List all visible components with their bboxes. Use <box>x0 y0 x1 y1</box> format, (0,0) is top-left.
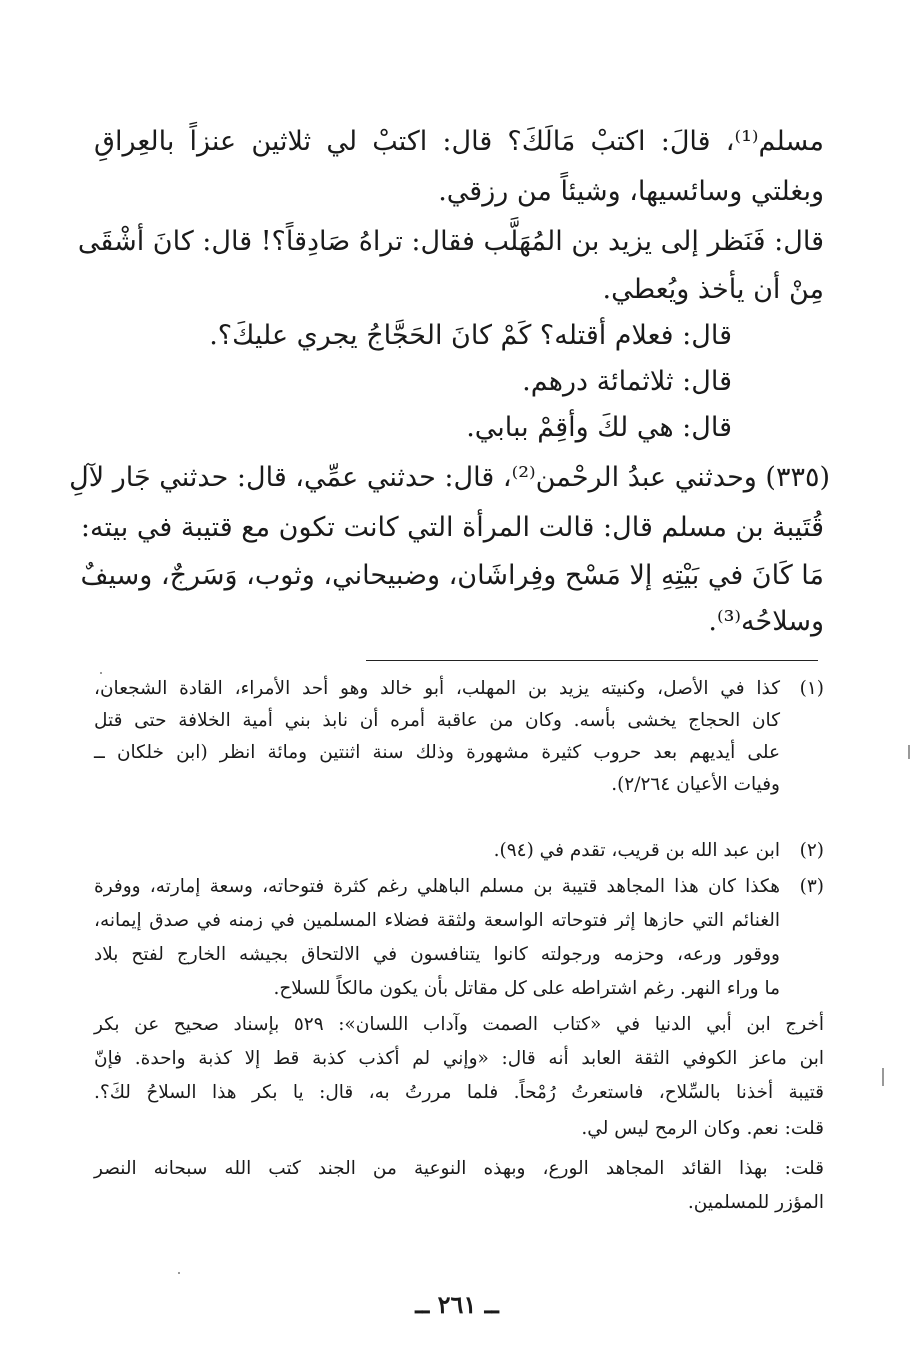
footnote-line: قتيبة أخذنا بالسِّلاح، فاستعرتُ رُمْحاً. فلما مررتُ به، قال: يا بكر هذا السلاحُ لكَ؟. <box>94 1082 824 1103</box>
main-line: قُتَيبة بن مسلم قال: قالت المرأة التي كانت تكون مع قتيبة في بيته: <box>80 512 824 543</box>
footnote-line: أخرج ابن أبي الدنيا في «كتاب الصمت وآداب اللسان»: ٥٢٩ بإسناد صحيح عن بكر <box>94 1014 825 1035</box>
scan-speck <box>100 672 102 674</box>
footnote-line: على أيديهم بعد حروب كثيرة مشهورة وذلك سنة اثنتين ومائة انظر (ابن خلكان ــ <box>94 742 780 763</box>
main-line: مَا كَانَ في بَيْتِهِ إلا مَسْح وفِراشَان، وضبيحاني، وثوب، وَسَرجٌ، وسيفٌ <box>80 560 824 591</box>
footnote-line: هكذا كان هذا المجاهد قتيبة بن مسلم الباهلي رغم كثرة فتوحاته، وسعة إمارته، ووفرة <box>94 876 780 897</box>
footnote-line: ما وراء النهر. رغم اشتراطه على كل مقاتل بأن يكون مالكاً للسلاح. <box>273 978 780 999</box>
main-line: قال: فعلام أقتله؟ كَمْ كانَ الحَجَّاجُ يجري عليكَ؟. <box>209 320 732 351</box>
footnote-line: ووقور ورعه، وحزمه ورجولته كانوا يتنافسون في الالتحاق بجيشه الخارج لفتح بلاد <box>94 944 780 965</box>
footnote-line: قلت: بهذا القائد المجاهد الورع، وبهذه النوعية من الجند كتب الله سبحانه النصر <box>94 1158 824 1179</box>
footnote-separator <box>366 660 818 661</box>
main-line: مِنْ أن يأخذ ويُعطي. <box>602 274 824 305</box>
footnote-marker: (٢) <box>799 840 824 861</box>
main-line: قال: فَنَظر إلى يزيد بن المُهَلَّب فقال: تراهُ صَادِقاً؟! قال: كانَ أشْقَى <box>77 226 824 257</box>
footnote-line: الغنائم التي حازها إثر فتوحاته الواسعة ولثقة فضلاء المسلمين في زمنه في صدق إيمانه، <box>94 910 780 931</box>
main-line: (٣٣٥) وحدثني عبدُ الرحْمن⁽²⁾، قال: حدثني عمِّي، قال: حدثني جَار لآلِ <box>69 462 830 493</box>
scan-speck <box>908 745 910 759</box>
scan-speck <box>882 1068 884 1086</box>
footnote-marker: (٣) <box>799 876 824 897</box>
footnote-marker: (١) <box>799 678 824 699</box>
footnote-line: كان الحجاج يخشى بأسه. وكان من عاقبة أمره أن نابذ بني أمية الخلافة حتى قتل <box>94 710 780 731</box>
main-line: وسلاحُه⁽³⁾. <box>708 606 824 637</box>
main-line: قال: ثلاثمائة درهم. <box>522 366 732 397</box>
footnote-line: ابن ماعز الكوفي الثقة العابد أنه قال: «وإني لم أكذب كذبة قط إلا كذبة واحدة. فإنّ <box>94 1048 824 1069</box>
main-line: وبغلتي وسائسيها، وشيئاً من رزقي. <box>438 176 824 207</box>
footnote-line: ابن عبد الله بن قريب، تقدم في (٩٤). <box>493 840 780 861</box>
scan-speck <box>178 1272 180 1274</box>
footnote-line: المؤزر للمسلمين. <box>687 1192 824 1213</box>
main-line: قال: هي لكَ وأقِمْ ببابي. <box>466 412 732 443</box>
footnote-line: قلت: نعم. وكان الرمح ليس لي. <box>581 1118 824 1139</box>
footnote-line: كذا في الأصل، وكنيته يزيد بن المهلب، أبو خالد وهو أحد الأمراء، القادة الشجعان، <box>94 678 780 699</box>
footnote-line: وفيات الأعيان ٢/٢٦٤). <box>611 774 780 795</box>
page-number: ــ ٢٦١ ــ <box>415 1290 499 1319</box>
main-line: مسلم⁽¹⁾، قالَ: اكتبْ مَالَكَ؟ قال: اكتبْ لي ثلاثين عنزاً بالعِراقِ <box>94 126 824 157</box>
